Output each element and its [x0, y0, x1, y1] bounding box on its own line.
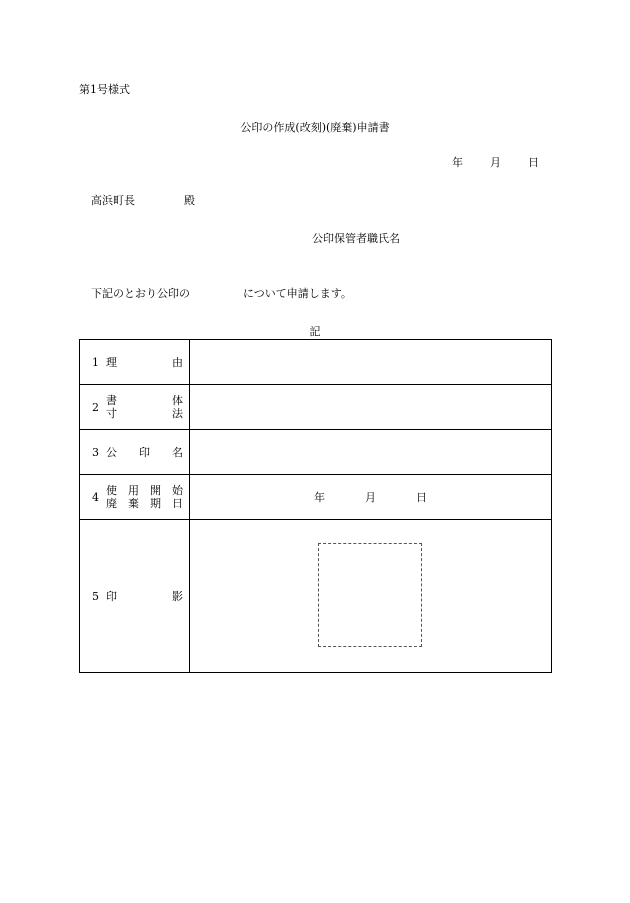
row-label-char: 印 — [106, 589, 117, 603]
date-placeholder — [190, 489, 551, 505]
row-number: 4 — [92, 490, 99, 504]
row-number: 1 — [92, 355, 99, 369]
table-row — [80, 430, 552, 475]
seal-impression-field — [190, 520, 552, 673]
row-label — [106, 356, 183, 369]
row-label-char: 体 — [172, 394, 183, 407]
row-label-char: 開 — [150, 484, 161, 497]
row-label-char: 印 — [139, 445, 150, 459]
row-number: 2 — [92, 400, 99, 414]
body-text-prefix: 下記のとおり公印の — [91, 287, 190, 300]
row-label-char: 理 — [106, 355, 117, 369]
row-number: 3 — [92, 445, 99, 459]
row-number: 5 — [92, 589, 99, 603]
row-label-cell — [80, 520, 190, 673]
row-label-cell — [80, 340, 190, 385]
row-label — [106, 590, 183, 603]
body-text-suffix: について申請します。 — [243, 287, 352, 300]
typeface-size-field[interactable] — [190, 385, 552, 430]
row-label-cell — [80, 430, 190, 475]
row-label-char: 棄 — [128, 497, 139, 510]
reason-field[interactable] — [190, 340, 552, 385]
row-label — [106, 446, 183, 459]
date-year-label: 年 — [452, 156, 463, 169]
addressee-honorific: 殿 — [184, 194, 195, 207]
row-label-cell — [80, 385, 190, 430]
row-label — [106, 394, 183, 407]
row-label-char: 始 — [172, 484, 183, 497]
row-label-char: 法 — [172, 407, 183, 420]
document-title: 公印の作成(改刻)(廃棄)申請書 — [240, 121, 390, 134]
row-label — [106, 497, 183, 510]
row-label-char: 由 — [172, 355, 183, 369]
form-number: 第1号様式 — [79, 83, 130, 96]
row-label — [106, 484, 183, 497]
applicant-label: 公印保管者職氏名 — [312, 232, 400, 245]
date-month-label: 月 — [365, 491, 376, 504]
application-date — [452, 157, 539, 168]
date-day-label: 日 — [528, 156, 539, 169]
row-label-char: 公 — [106, 445, 117, 459]
row-label-char: 名 — [172, 445, 183, 459]
addressee-name: 高浜町長 — [91, 194, 135, 207]
row-label-char: 用 — [128, 484, 139, 497]
row-label-char: 使 — [106, 484, 117, 497]
row-label — [106, 407, 183, 420]
table-row — [80, 340, 552, 385]
start-disposal-date-field[interactable] — [190, 475, 552, 520]
date-year-label: 年 — [314, 491, 325, 504]
application-table — [79, 339, 552, 673]
table-row — [80, 520, 552, 673]
row-label-char: 期 — [150, 497, 161, 510]
date-month-label: 月 — [490, 156, 501, 169]
seal-impression-box[interactable] — [318, 543, 422, 647]
table-row — [80, 475, 552, 520]
row-label-char: 廃 — [106, 497, 117, 510]
row-label-char: 寸 — [106, 407, 117, 420]
row-label-char: 影 — [172, 589, 183, 603]
row-label-cell — [80, 475, 190, 520]
row-label-char: 日 — [172, 497, 183, 510]
row-label-char: 書 — [106, 394, 117, 407]
seal-name-field[interactable] — [190, 430, 552, 475]
ki-heading: 記 — [309, 325, 321, 338]
table-row — [80, 385, 552, 430]
date-day-label: 日 — [416, 491, 427, 504]
